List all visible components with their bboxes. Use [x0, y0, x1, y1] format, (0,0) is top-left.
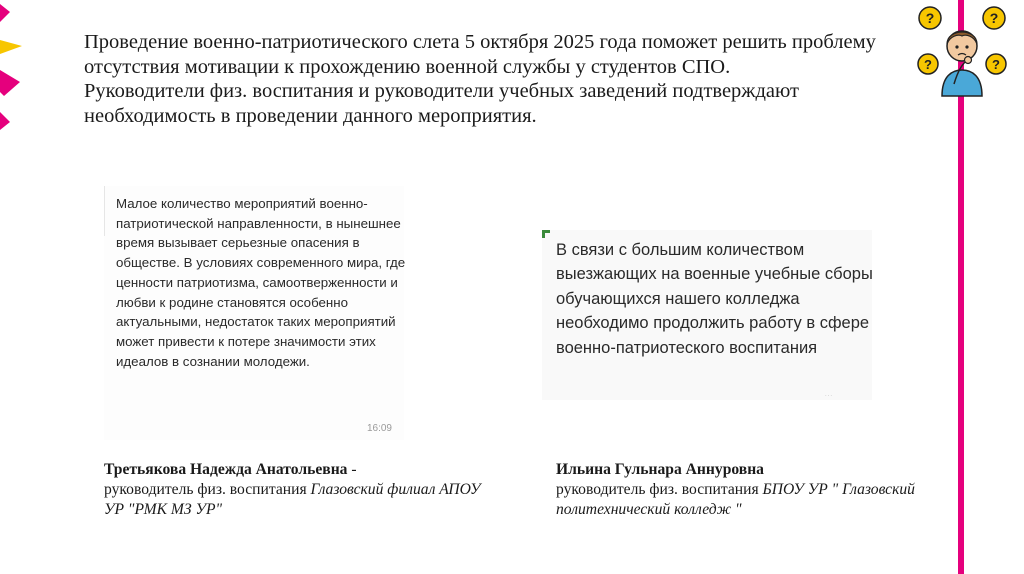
signature-1: [104, 460, 484, 520]
quote-2-time: ...: [825, 392, 834, 398]
quote-2-text: В связи с большим количеством выезжающих на военные учебные сборы обучающихся нашего колледжа необходимо продолжить работу в сфере военно-патриотеского воспитания: [556, 241, 873, 357]
signature-1-role: руководитель физ. воспитания: [104, 481, 311, 498]
quote-message-1: [104, 186, 404, 440]
signature-2-name: Ильина Гульнара Аннуровна: [556, 461, 764, 478]
corner-decoration: [0, 0, 48, 140]
thinking-person-icon: [914, 2, 1010, 98]
quote-message-2: [542, 230, 872, 400]
signature-2-org: БПОУ УР " Глазовский политехнический колледж ": [556, 481, 915, 518]
quote-1-time: 16:09: [366, 423, 392, 434]
svg-text:?: ?: [992, 57, 1000, 72]
signature-1-org: Глазовский филиал АПОУ УР "РМК МЗ УР": [104, 481, 481, 518]
main-text: [84, 30, 884, 128]
svg-text:?: ?: [925, 10, 935, 26]
quote-1-text: Малое количество мероприятий военно-патриотической направленности, в нынешнее время вызывает серьезные опасения в обществе. В условиях современного мира, где ценности патриотизма, самоотверженности и любви к родине становятся особенно актуальными, недостаток таких мероприятий может привести к потере значимости этих идеалов в сознании молодежи.: [116, 196, 406, 369]
signature-1-dash: -: [347, 461, 357, 478]
signature-1-name: Третьякова Надежда Анатольевна: [104, 461, 348, 478]
support-paragraph: Руководители физ. воспитания и руководители учебных заведений подтверждают необходимость в проведении данного мероприятия.: [84, 80, 800, 127]
svg-text:?: ?: [989, 10, 999, 26]
signature-2-role: руководитель физ. воспитания: [556, 481, 763, 498]
signature-2: [556, 460, 926, 520]
intro-paragraph: Проведение военно-патриотического слета 5 октября 2025 года поможет решить проблему отсутствия мотивации к прохождению военной службы у студентов СПО.: [84, 31, 876, 78]
svg-text:?: ?: [924, 57, 932, 72]
